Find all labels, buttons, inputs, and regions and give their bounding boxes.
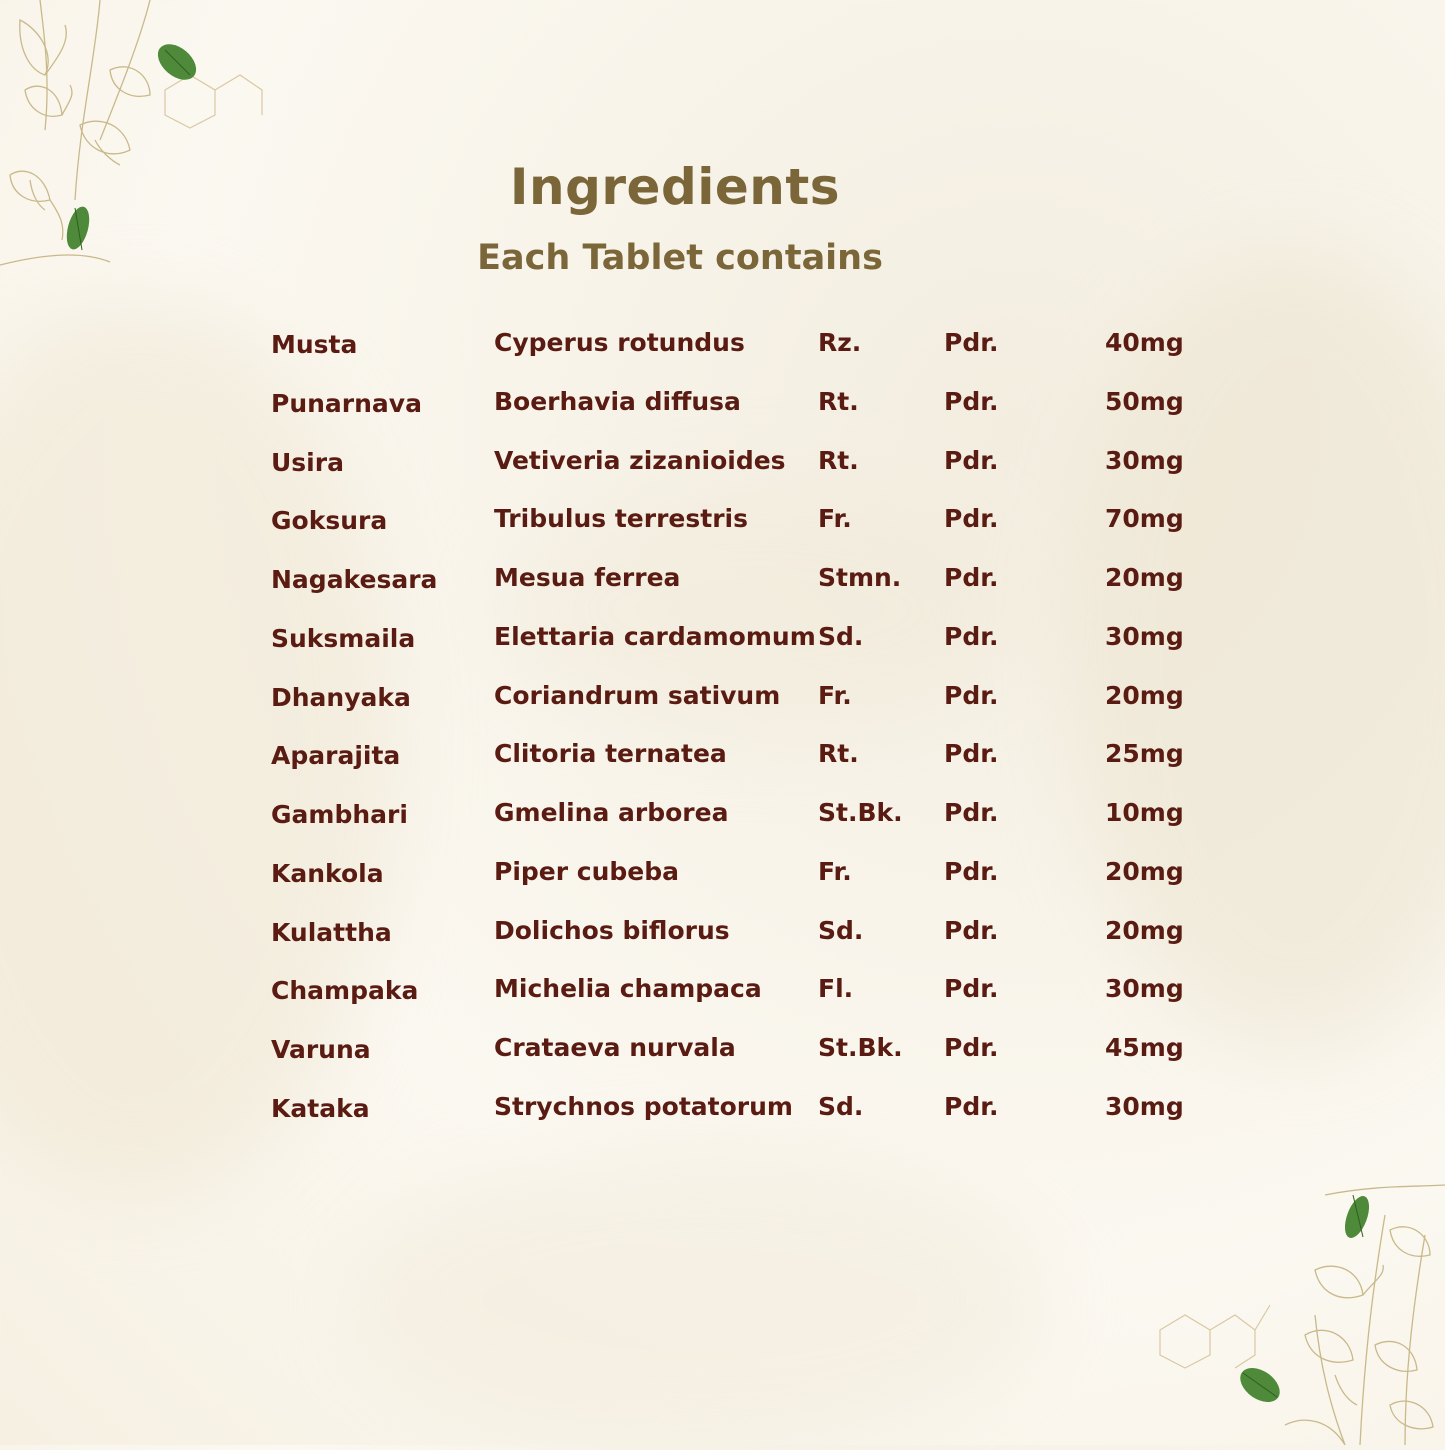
botanical-name: Clitoria ternatea (494, 739, 727, 769)
quantity: 20mg (1105, 563, 1184, 592)
page-subtitle: Each Tablet contains (477, 238, 883, 278)
dosage-form: Pdr. (944, 974, 999, 1004)
plant-part: St.Bk. (818, 1033, 903, 1062)
ingredient-name: Dhanyaka (271, 682, 411, 712)
dosage-form: Pdr. (944, 504, 999, 534)
botanical-name: Dolichos biflorus (494, 915, 730, 945)
table-row (0, 504, 1445, 544)
plant-part: Rt. (818, 739, 859, 769)
quantity: 30mg (1105, 621, 1184, 651)
plant-part: Fl. (818, 974, 854, 1004)
plant-part: Fr. (818, 504, 852, 534)
ingredient-name: Kulattha (271, 917, 392, 947)
dosage-form: Pdr. (944, 563, 999, 592)
plant-part: Fr. (818, 680, 852, 710)
dosage-form: Pdr. (944, 1033, 999, 1062)
botanical-name: Strychnos potatorum (494, 1091, 793, 1121)
botanical-name: Crataeva nurvala (494, 1033, 736, 1062)
table-row (0, 328, 1445, 368)
plant-part: St.Bk. (818, 798, 903, 827)
quantity: 45mg (1105, 1033, 1184, 1062)
plant-part: Sd. (818, 1091, 864, 1121)
dosage-form: Pdr. (944, 328, 999, 357)
ingredient-name: Suksmaila (271, 623, 416, 653)
ingredient-name: Varuna (271, 1035, 371, 1064)
botanical-name: Vetiveria zizanioides (494, 445, 786, 475)
plant-part: Rt. (818, 386, 859, 416)
quantity: 70mg (1105, 504, 1184, 534)
plant-part: Fr. (818, 856, 852, 886)
botanical-name: Gmelina arborea (494, 798, 729, 827)
quantity: 20mg (1105, 915, 1184, 945)
botanical-name: Piper cubeba (494, 856, 680, 886)
quantity: 50mg (1105, 386, 1184, 416)
botanical-name: Elettaria cardamomum (494, 621, 816, 651)
table-row (0, 974, 1445, 1014)
table-row (0, 739, 1445, 779)
quantity: 20mg (1105, 856, 1184, 886)
dosage-form: Pdr. (944, 445, 999, 475)
table-row (0, 857, 1445, 897)
botanical-name: Cyperus rotundus (494, 328, 745, 357)
botanical-name: Michelia champaca (494, 974, 762, 1004)
dosage-form: Pdr. (944, 621, 999, 651)
plant-part: Stmn. (818, 563, 902, 592)
ingredient-name: Nagakesara (271, 565, 438, 594)
ingredient-name: Aparajita (271, 741, 401, 771)
quantity: 25mg (1105, 739, 1184, 769)
quantity: 30mg (1105, 1091, 1184, 1121)
plant-part: Rz. (818, 328, 862, 357)
ingredient-name: Goksura (271, 506, 388, 536)
quantity: 10mg (1105, 798, 1184, 827)
botanical-name: Boerhavia diffusa (494, 386, 741, 416)
ingredient-name: Kankola (271, 858, 384, 888)
botanical-name: Mesua ferrea (494, 563, 681, 592)
ingredient-name: Punarnava (271, 388, 422, 418)
quantity: 30mg (1105, 974, 1184, 1004)
dosage-form: Pdr. (944, 798, 999, 827)
quantity: 40mg (1105, 328, 1184, 357)
botanical-name: Tribulus terrestris (494, 504, 748, 534)
dosage-form: Pdr. (944, 386, 999, 416)
plant-part: Rt. (818, 445, 859, 475)
table-row (0, 563, 1445, 603)
ingredient-name: Gambhari (271, 800, 408, 829)
dosage-form: Pdr. (944, 739, 999, 769)
quantity: 20mg (1105, 680, 1184, 710)
table-row (0, 916, 1445, 956)
table-row (0, 1092, 1445, 1132)
table-row (0, 798, 1445, 838)
dosage-form: Pdr. (944, 1091, 999, 1121)
ingredient-name: Kataka (271, 1093, 370, 1123)
ingredient-name: Musta (271, 330, 358, 359)
table-row (0, 446, 1445, 486)
plant-part: Sd. (818, 915, 864, 945)
ingredient-name: Usira (271, 447, 344, 477)
table-row (0, 622, 1445, 662)
table-row (0, 1033, 1445, 1073)
ingredient-name: Champaka (271, 976, 419, 1006)
dosage-form: Pdr. (944, 680, 999, 710)
botanical-name: Coriandrum sativum (494, 680, 781, 710)
quantity: 30mg (1105, 445, 1184, 475)
dosage-form: Pdr. (944, 856, 999, 886)
dosage-form: Pdr. (944, 915, 999, 945)
plant-part: Sd. (818, 621, 864, 651)
page-title: Ingredients (509, 158, 841, 216)
table-row (0, 681, 1445, 721)
table-row (0, 387, 1445, 427)
